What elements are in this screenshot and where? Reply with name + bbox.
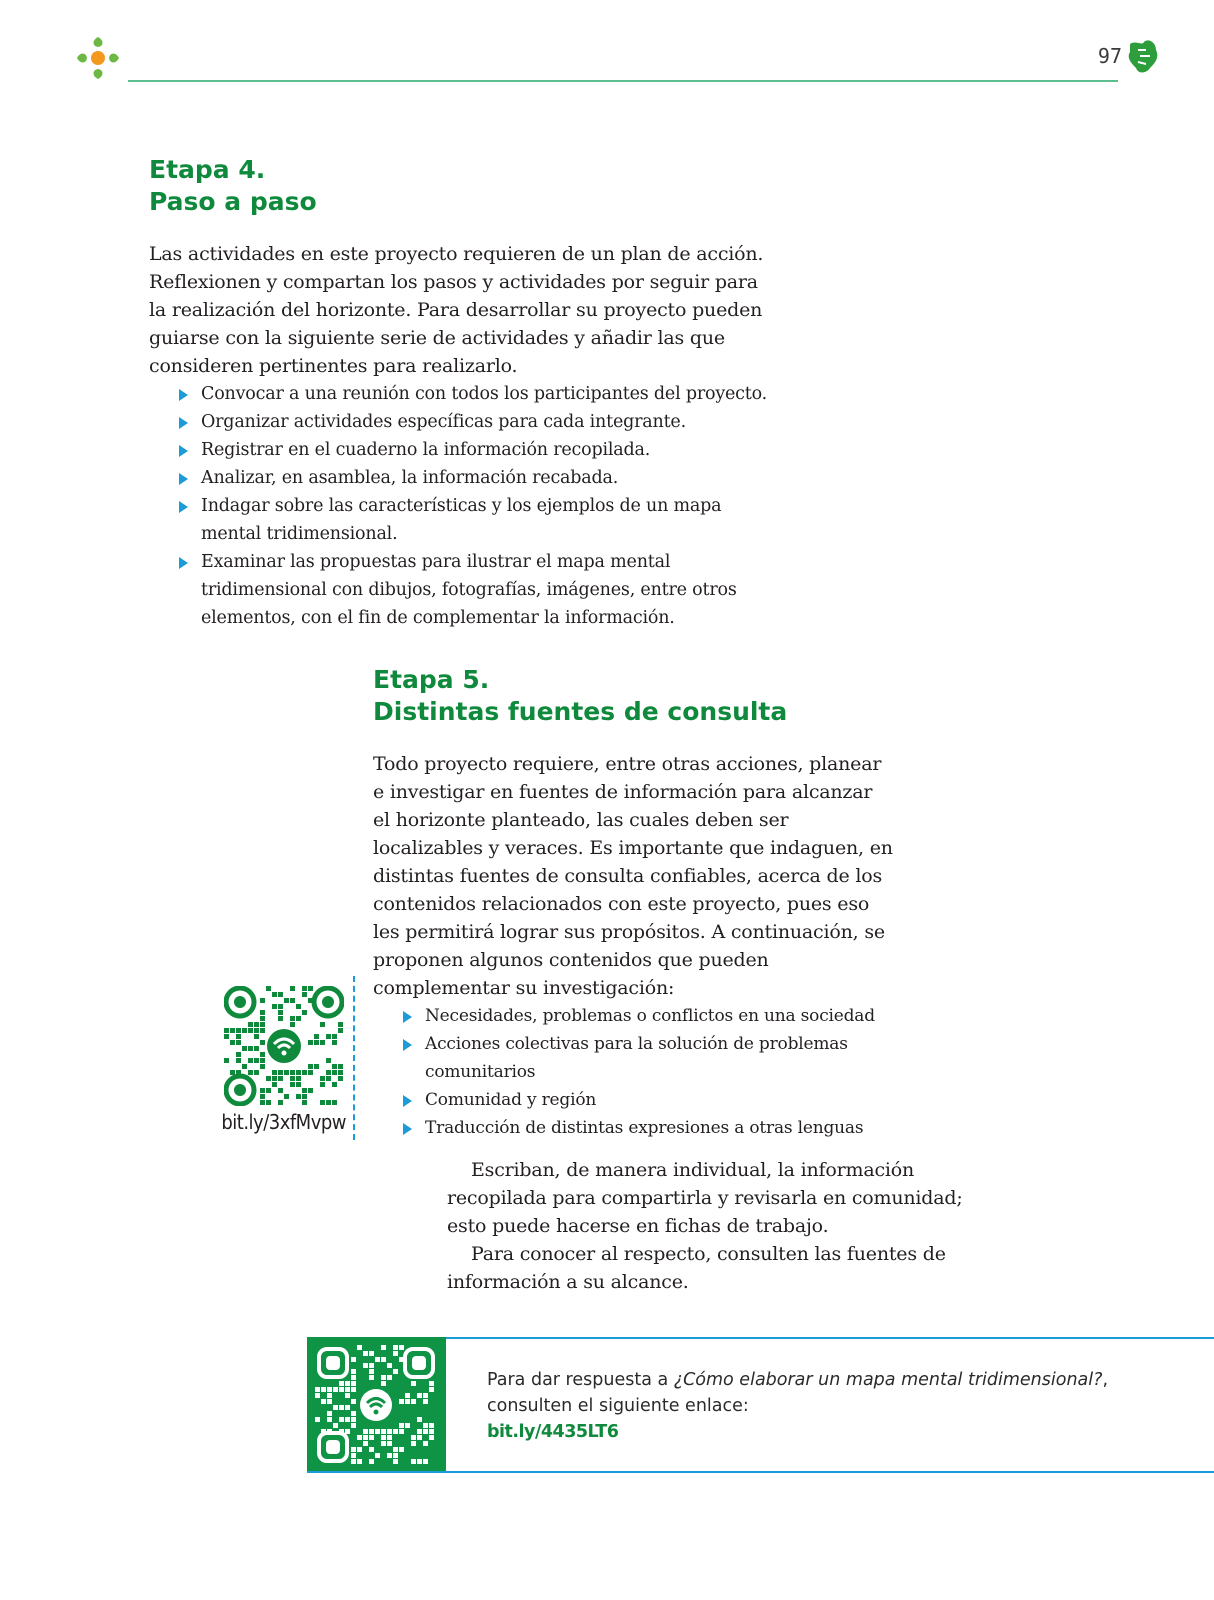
qr-module: [254, 1034, 259, 1039]
qr-module: [411, 1459, 416, 1464]
qr-module: [308, 1064, 313, 1069]
list-item: Traducción de distintas expresiones a otras lenguas: [399, 1114, 893, 1142]
qr-module: [260, 1058, 265, 1063]
qr-module: [302, 1010, 307, 1015]
bullet-triangle-icon: [403, 1095, 412, 1107]
list-item: Convocar a una reunión con todos los participantes del proyecto.: [175, 380, 779, 408]
qr-module: [411, 1435, 416, 1440]
qr-module: [399, 1423, 404, 1428]
qr-module: [248, 1022, 253, 1027]
qr-module: [230, 1028, 235, 1033]
qr-module: [375, 1453, 380, 1458]
qr-module: [363, 1351, 368, 1356]
bullet-triangle-icon: [179, 557, 188, 569]
qr-module: [345, 1393, 350, 1398]
qr-module: [393, 1345, 398, 1350]
qr-module: [345, 1429, 350, 1434]
qr-module: [290, 1076, 295, 1081]
qr-module: [363, 1363, 368, 1368]
qr-module: [236, 1034, 241, 1039]
qr-module: [272, 1076, 277, 1081]
qr-module: [351, 1387, 356, 1392]
qr-module: [369, 1447, 374, 1452]
qr-module: [290, 1070, 295, 1075]
qr-module: [260, 1094, 265, 1099]
list-item: Necesidades, problemas o conflictos en una sociedad: [399, 1002, 893, 1030]
qr-module: [230, 1070, 235, 1075]
qr-module: [290, 1082, 295, 1087]
qr-module: [308, 986, 313, 991]
qr-module: [387, 1429, 392, 1434]
qr-module: [345, 1417, 350, 1422]
qr-module: [248, 1058, 253, 1063]
qr-module: [332, 1100, 337, 1105]
qr-module: [296, 1004, 301, 1009]
qr-module: [339, 1417, 344, 1422]
qr-module: [248, 1046, 253, 1051]
qr-module: [236, 1052, 241, 1057]
qr-module: [351, 1357, 356, 1362]
qr-module: [351, 1369, 356, 1374]
etapa4-subtitle: Paso a paso: [149, 187, 317, 216]
qr-module: [411, 1381, 416, 1386]
header-rule: [128, 80, 1118, 82]
list-item: Acciones colectivas para la solución de problemas comunitarios: [399, 1030, 893, 1086]
qr-module: [375, 1429, 380, 1434]
qr-module: [351, 1375, 356, 1380]
qr-module: [284, 998, 289, 1003]
qr-module: [290, 1016, 295, 1021]
qr-module: [351, 1459, 356, 1464]
qr-module: [321, 1387, 326, 1392]
qr-module: [327, 1429, 332, 1434]
qr-module: [308, 998, 313, 1003]
qr-module: [314, 1064, 319, 1069]
qr-module: [393, 1453, 398, 1458]
qr-module: [327, 1399, 332, 1404]
qr-module: [248, 1028, 253, 1033]
qr-module: [224, 1034, 229, 1039]
qr-module: [254, 1028, 259, 1033]
bullet-triangle-icon: [179, 417, 188, 429]
qr-module: [399, 1345, 404, 1350]
qr-module: [315, 1417, 320, 1422]
list-item: Examinar las propuestas para ilustrar el mapa mental tridimensional con dibujos, fotografías, imágenes, entre otros elementos, con el fin de complementar la información.: [175, 548, 779, 632]
qr-module: [339, 1381, 344, 1386]
qr-module: [242, 1028, 247, 1033]
qr-module: [429, 1387, 434, 1392]
list-item: Comunidad y región: [399, 1086, 893, 1114]
qr-module: [381, 1357, 386, 1362]
closing-paragraph-2: Para conocer al respecto, consulten las fuentes de información a su alcance.: [447, 1243, 946, 1293]
qr-module: [302, 1088, 307, 1093]
qr-module: [284, 1094, 289, 1099]
dashed-divider: [353, 976, 355, 1140]
qr-module: [423, 1399, 428, 1404]
list-item: Indagar sobre las características y los ejemplos de un mapa mental tridimensional.: [175, 492, 779, 548]
qr-module: [315, 1387, 320, 1392]
qr-module: [411, 1399, 416, 1404]
qr-module: [320, 1040, 325, 1045]
qr-module: [405, 1393, 410, 1398]
qr-module: [345, 1387, 350, 1392]
qr-module: [429, 1429, 434, 1434]
qr-module: [260, 1064, 265, 1069]
qr-module: [333, 1387, 338, 1392]
qr-module: [290, 986, 295, 991]
qr-module: [405, 1423, 410, 1428]
qr-module: [423, 1441, 428, 1446]
qr-module: [363, 1435, 368, 1440]
qr-module: [260, 1040, 265, 1045]
qr-module: [399, 1399, 404, 1404]
qr-module: [351, 1423, 356, 1428]
qr-module: [278, 1016, 283, 1021]
qr-module: [266, 1100, 271, 1105]
list-item: Analizar, en asamblea, la información recabada.: [175, 464, 779, 492]
qr-module: [393, 1351, 398, 1356]
qr-module: [393, 1447, 398, 1452]
qr-module: [314, 1040, 319, 1045]
bullet-triangle-icon: [403, 1039, 412, 1051]
qr-module: [429, 1435, 434, 1440]
qr-module: [296, 1094, 301, 1099]
qr-module: [332, 1082, 337, 1087]
qr-module: [363, 1441, 368, 1446]
qr-module: [278, 1088, 283, 1093]
qr-module: [369, 1429, 374, 1434]
closing-section: [447, 1156, 1007, 1296]
list-item: Registrar en el cuaderno la información recopilada.: [175, 436, 779, 464]
bullet-triangle-icon: [403, 1123, 412, 1135]
qr-module: [290, 1022, 295, 1027]
qr-module: [308, 1040, 313, 1045]
qr-module: [236, 1040, 241, 1045]
community-flower-icon: [72, 32, 124, 84]
qr-module: [296, 1070, 301, 1075]
qr-module: [272, 992, 277, 997]
qr-module: [296, 1076, 301, 1081]
etapa5-section: [373, 664, 893, 1142]
etapa5-paragraph: Todo proyecto requiere, entre otras acciones, planear e investigar en fuentes de información para alcanzar el horizonte planteado, las cuales deben ser localizables y veraces. Es importante que indaguen, en distintas fuentes de consulta confiables, acerca de los contenidos relacionados con este proyecto, pues eso les permitirá lograr sus propósitos. A continuación, se proponen algunos contenidos que pueden complementar su investigación:: [373, 753, 893, 999]
qr-module: [260, 1052, 265, 1057]
qr-module: [332, 1070, 337, 1075]
qr-module: [405, 1399, 410, 1404]
qr-module: [278, 1076, 283, 1081]
qr-module: [254, 1046, 259, 1051]
qr-module: [236, 1028, 241, 1033]
qr-module: [302, 1070, 307, 1075]
qr-module: [381, 1429, 386, 1434]
link-box-text: Para dar respuesta a ¿Cómo elaborar un mapa mental tridimensional?, consulten el siguiente enlace: bit.ly/4435LT6: [487, 1370, 1109, 1442]
etapa4-title: Etapa 4.: [149, 155, 266, 184]
question-text: ¿Cómo elaborar un mapa mental tridimensional?: [673, 1370, 1103, 1390]
qr-module: [381, 1441, 386, 1446]
qr-module: [339, 1429, 344, 1434]
qr-module: [327, 1417, 332, 1422]
qr-module: [411, 1441, 416, 1446]
qr-module: [338, 1028, 343, 1033]
qr-module: [260, 1022, 265, 1027]
qr-module: [314, 1034, 319, 1039]
qr-module: [326, 1058, 331, 1063]
qr-module: [429, 1423, 434, 1428]
qr-module: [351, 1453, 356, 1458]
qr-module: [369, 1435, 374, 1440]
qr-module: [278, 992, 283, 997]
qr-module: [345, 1405, 350, 1410]
etapa5-subtitle: Distintas fuentes de consulta: [373, 697, 788, 726]
qr-module: [381, 1345, 386, 1350]
qr-module: [327, 1387, 332, 1392]
qr-module: [339, 1405, 344, 1410]
qr-module: [278, 1010, 283, 1015]
etapa4-bullet-list: [175, 380, 779, 632]
qr-module: [278, 1070, 283, 1075]
qr-module: [326, 1070, 331, 1075]
qr-module: [393, 1369, 398, 1374]
qr-module: [381, 1381, 386, 1386]
qr-module: [399, 1429, 404, 1434]
qr-module: [320, 1100, 325, 1105]
qr-module: [393, 1459, 398, 1464]
qr-module: [332, 1040, 337, 1045]
qr-module: [338, 1064, 343, 1069]
qr-module: [387, 1363, 392, 1368]
qr-module: [338, 1070, 343, 1075]
green-leaf-icon: [1126, 38, 1160, 76]
qr-module: [327, 1393, 332, 1398]
qr-module: [326, 1034, 331, 1039]
etapa4-paragraph: Las actividades en este proyecto requieren de un plan de acción. Reflexionen y compartan los pasos y actividades por seguir para la realización del horizonte. Para desarrollar su proyecto pueden guiarse con la siguiente serie de actividades y añadir las que consideren pertinentes para realizarlo.: [149, 243, 764, 377]
qr-module: [272, 1082, 277, 1087]
list-item: Organizar actividades específicas para cada integrante.: [175, 408, 779, 436]
page-number: 97: [1097, 44, 1122, 68]
qr-module: [381, 1375, 386, 1380]
qr-code-icon[interactable]: [315, 1345, 437, 1465]
qr-module: [332, 1064, 337, 1069]
qr-module: [369, 1363, 374, 1368]
qr-module: [260, 1088, 265, 1093]
qr-module: [320, 1076, 325, 1081]
qr-panel: [307, 1337, 446, 1473]
qr-module: [369, 1459, 374, 1464]
bullet-triangle-icon: [179, 473, 188, 485]
qr-module: [417, 1435, 422, 1440]
qr-module: [369, 1351, 374, 1356]
qr-code-icon[interactable]: [224, 986, 344, 1106]
qr-module: [333, 1423, 338, 1428]
qr-module: [399, 1357, 404, 1362]
qr-module: [387, 1441, 392, 1446]
qr-module: [308, 1088, 313, 1093]
qr-module: [345, 1381, 350, 1386]
qr-module: [375, 1357, 380, 1362]
qr-module: [393, 1429, 398, 1434]
qr-module: [254, 1070, 259, 1075]
qr-module: [326, 1100, 331, 1105]
qr-module: [272, 1070, 277, 1075]
qr-module: [417, 1459, 422, 1464]
qr-module: [357, 1447, 362, 1452]
etapa5-bullet-list: [399, 1002, 893, 1142]
qr-module: [429, 1381, 434, 1386]
qr-module: [399, 1447, 404, 1452]
box-bottom-rule: [307, 1471, 1214, 1473]
qr-module: [266, 986, 271, 991]
qr-module: [302, 1100, 307, 1105]
qr-module: [338, 1022, 343, 1027]
qr-module: [224, 1028, 229, 1033]
qr-module: [260, 1028, 265, 1033]
etapa5-title: Etapa 5.: [373, 665, 490, 694]
qr-module: [357, 1345, 362, 1350]
bullet-triangle-icon: [179, 501, 188, 513]
qr-module: [357, 1459, 362, 1464]
qr-module: [254, 1022, 259, 1027]
qr-module: [332, 1034, 337, 1039]
qr-module: [266, 1088, 271, 1093]
qr-module: [224, 1058, 229, 1063]
qr-module: [333, 1405, 338, 1410]
qr-module: [266, 1076, 271, 1081]
qr-module: [260, 1100, 265, 1105]
qr-module: [369, 1375, 374, 1380]
qr-module: [351, 1411, 356, 1416]
qr-module: [387, 1453, 392, 1458]
qr-module: [321, 1429, 326, 1434]
qr-module: [242, 1064, 247, 1069]
qr-module: [254, 1058, 259, 1063]
bullet-triangle-icon: [179, 389, 188, 401]
qr-module: [387, 1435, 392, 1440]
qr-module: [417, 1429, 422, 1434]
qr-module: [308, 1070, 313, 1075]
qr-module: [351, 1417, 356, 1422]
qr-module: [327, 1411, 332, 1416]
qr-short-link[interactable]: bit.ly/3xfMvpw: [221, 1110, 346, 1134]
qr-module: [260, 998, 265, 1003]
link-box: [307, 1337, 1214, 1473]
qr-module: [387, 1375, 392, 1380]
qr-module: [272, 1004, 277, 1009]
qr-module: [320, 1082, 325, 1087]
qr-module: [423, 1459, 428, 1464]
short-link[interactable]: bit.ly/4435LT6: [487, 1422, 619, 1442]
qr-module: [242, 1046, 247, 1051]
qr-module: [423, 1423, 428, 1428]
qr-module: [417, 1393, 422, 1398]
qr-module: [290, 998, 295, 1003]
qr-module: [357, 1435, 362, 1440]
qr-module: [302, 1094, 307, 1099]
qr-module: [296, 1082, 301, 1087]
qr-module: [351, 1399, 356, 1404]
qr-module: [302, 992, 307, 997]
qr-module: [423, 1393, 428, 1398]
qr-module: [381, 1435, 386, 1440]
qr-module: [260, 1016, 265, 1021]
qr-module: [236, 1070, 241, 1075]
qr-module: [320, 1022, 325, 1027]
closing-paragraph-1: Escriban, de manera individual, la información recopilada para compartirla y revisarla en comunidad; esto puede hacerse en fichas de trabajo.: [447, 1159, 963, 1237]
qr-module: [236, 1058, 241, 1063]
qr-module: [338, 1076, 343, 1081]
qr-module: [296, 1016, 301, 1021]
qr-module: [315, 1393, 320, 1398]
qr-module: [326, 1076, 331, 1081]
qr-module: [351, 1447, 356, 1452]
qr-module: [363, 1429, 368, 1434]
qr-module: [321, 1399, 326, 1404]
qr-module: [248, 1070, 253, 1075]
qr-module: [278, 1004, 283, 1009]
qr-module: [339, 1387, 344, 1392]
etapa4-section: [149, 154, 779, 632]
qr-module: [230, 1040, 235, 1045]
qr-module: [351, 1381, 356, 1386]
qr-module: [423, 1429, 428, 1434]
qr-module: [369, 1369, 374, 1374]
qr-module: [417, 1417, 422, 1422]
qr-module: [302, 986, 307, 991]
bullet-triangle-icon: [179, 445, 188, 457]
qr-module: [278, 1100, 283, 1105]
bullet-triangle-icon: [403, 1011, 412, 1023]
qr-module: [284, 1070, 289, 1075]
qr-module: [260, 1010, 265, 1015]
